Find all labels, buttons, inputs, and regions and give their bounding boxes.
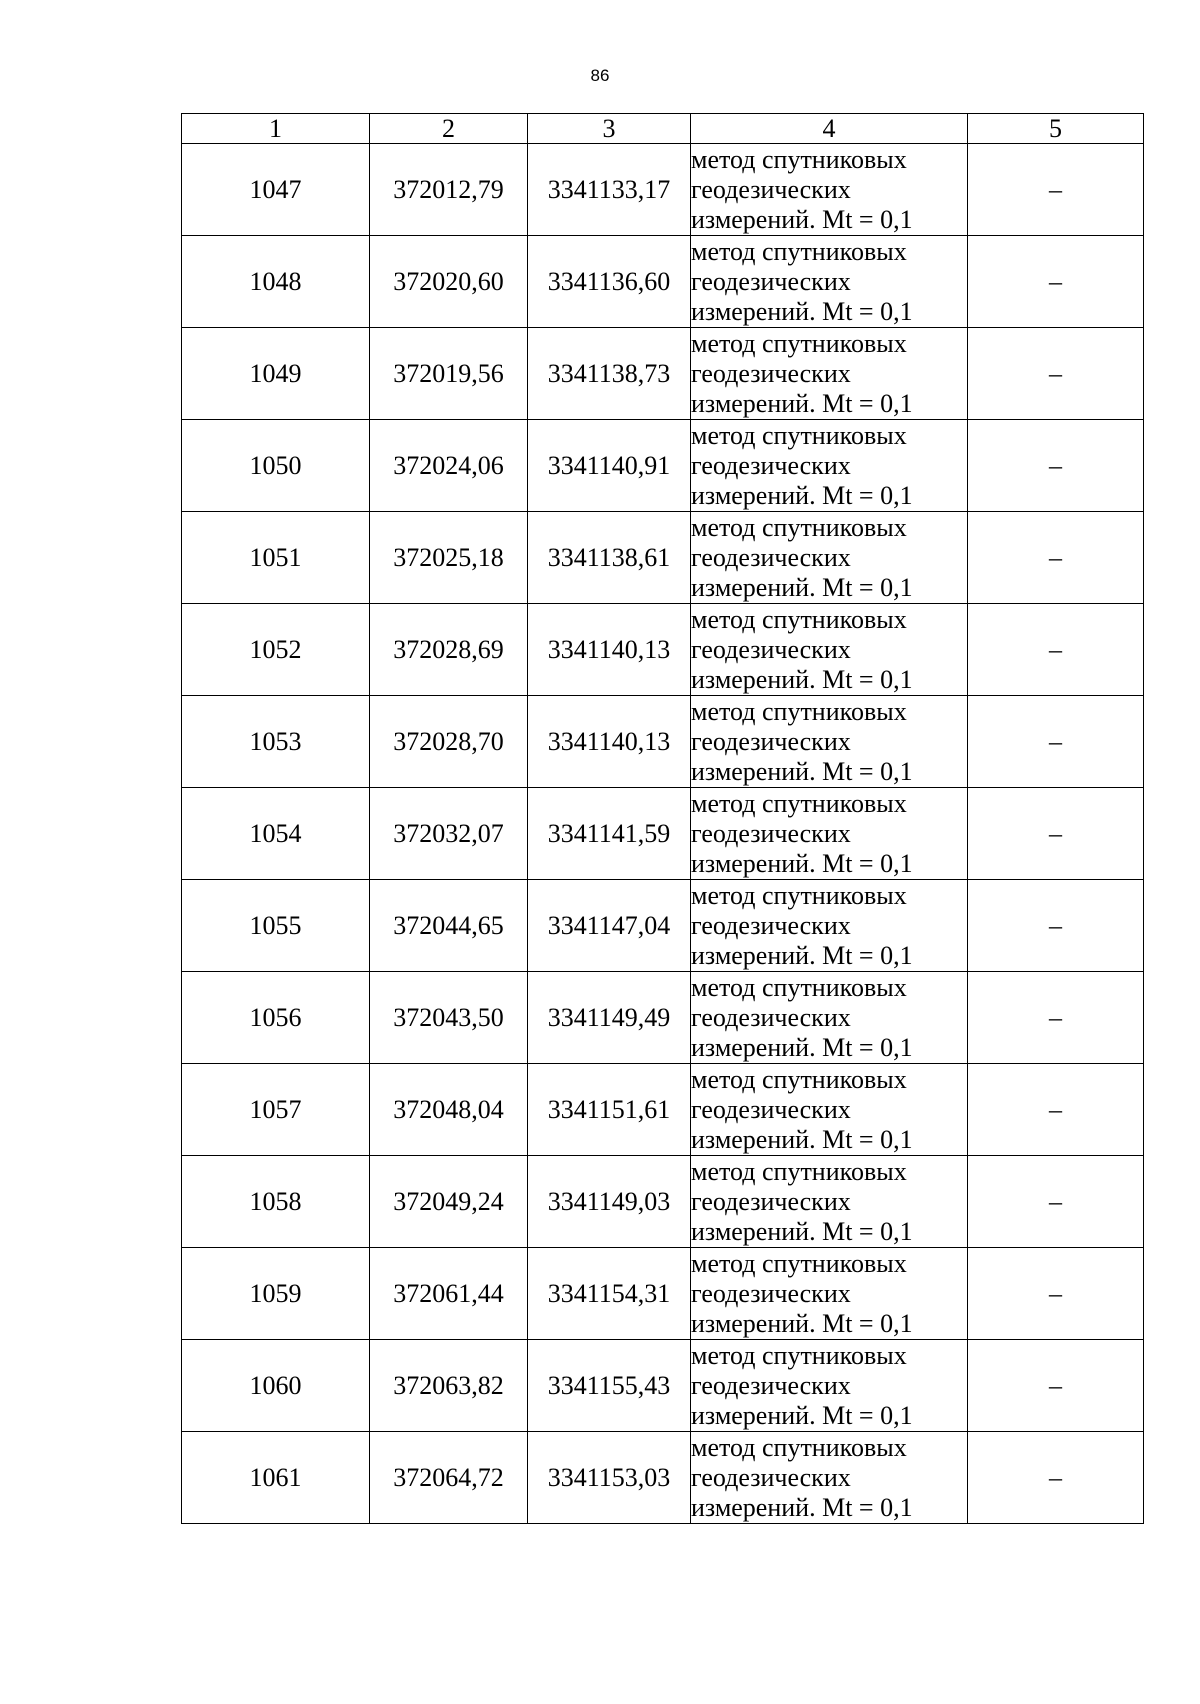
method-line: измерений. Mt = 0,1 — [691, 1124, 913, 1154]
table-row — [182, 236, 1144, 328]
table-row — [182, 420, 1144, 512]
method-line: метод спутниковых — [691, 328, 907, 358]
table-row — [182, 696, 1144, 788]
column-5-cell: – — [968, 696, 1144, 788]
table-row — [182, 1248, 1144, 1340]
table-row — [182, 328, 1144, 420]
table-row — [182, 144, 1144, 236]
y-coordinate-cell: 3341151,61 — [528, 1064, 691, 1156]
point-number-cell: 1053 — [182, 696, 370, 788]
point-number-cell: 1061 — [182, 1432, 370, 1524]
column-5-cell: – — [968, 972, 1144, 1064]
method-cell — [691, 144, 968, 236]
point-number-cell: 1058 — [182, 1156, 370, 1248]
x-coordinate-cell: 372028,70 — [370, 696, 528, 788]
column-5-cell: – — [968, 144, 1144, 236]
method-line: измерений. Mt = 0,1 — [691, 756, 913, 786]
method-cell — [691, 1156, 968, 1248]
point-number-cell: 1056 — [182, 972, 370, 1064]
method-cell — [691, 1432, 968, 1524]
table-body — [182, 144, 1144, 1524]
point-number-cell: 1050 — [182, 420, 370, 512]
method-line: геодезических — [691, 266, 851, 296]
method-line: измерений. Mt = 0,1 — [691, 1400, 913, 1430]
method-cell — [691, 420, 968, 512]
y-coordinate-cell: 3341153,03 — [528, 1432, 691, 1524]
y-coordinate-cell: 3341155,43 — [528, 1340, 691, 1432]
method-cell — [691, 1064, 968, 1156]
method-line: геодезических — [691, 818, 851, 848]
header-cell-2: 2 — [370, 114, 528, 144]
column-5-cell: – — [968, 1064, 1144, 1156]
column-5-cell: – — [968, 420, 1144, 512]
y-coordinate-cell: 3341154,31 — [528, 1248, 691, 1340]
method-line: метод спутниковых — [691, 1340, 907, 1370]
x-coordinate-cell: 372025,18 — [370, 512, 528, 604]
method-line: геодезических — [691, 1278, 851, 1308]
y-coordinate-cell: 3341133,17 — [528, 144, 691, 236]
method-line: геодезических — [691, 542, 851, 572]
method-line: геодезических — [691, 1002, 851, 1032]
method-line: метод спутниковых — [691, 880, 907, 910]
method-line: метод спутниковых — [691, 144, 907, 174]
point-number-cell: 1057 — [182, 1064, 370, 1156]
method-line: метод спутниковых — [691, 788, 907, 818]
method-cell — [691, 236, 968, 328]
method-line: метод спутниковых — [691, 696, 907, 726]
x-coordinate-cell: 372048,04 — [370, 1064, 528, 1156]
y-coordinate-cell: 3341140,13 — [528, 604, 691, 696]
column-5-cell: – — [968, 328, 1144, 420]
method-line: геодезических — [691, 1462, 851, 1492]
x-coordinate-cell: 372020,60 — [370, 236, 528, 328]
header-cell-1: 1 — [182, 114, 370, 144]
method-line: метод спутниковых — [691, 420, 907, 450]
method-cell — [691, 1340, 968, 1432]
table-header — [182, 114, 1144, 144]
y-coordinate-cell: 3341147,04 — [528, 880, 691, 972]
method-line: геодезических — [691, 1370, 851, 1400]
method-line: геодезических — [691, 450, 851, 480]
column-5-cell: – — [968, 1340, 1144, 1432]
method-line: метод спутниковых — [691, 1248, 907, 1278]
point-number-cell: 1052 — [182, 604, 370, 696]
method-line: геодезических — [691, 1094, 851, 1124]
y-coordinate-cell: 3341149,03 — [528, 1156, 691, 1248]
table-row — [182, 880, 1144, 972]
coordinates-table — [181, 113, 1144, 1524]
table-row — [182, 788, 1144, 880]
method-line: измерений. Mt = 0,1 — [691, 388, 913, 418]
header-cell-3: 3 — [528, 114, 691, 144]
column-5-cell: – — [968, 880, 1144, 972]
y-coordinate-cell: 3341136,60 — [528, 236, 691, 328]
header-cell-5: 5 — [968, 114, 1144, 144]
method-line: геодезических — [691, 634, 851, 664]
method-line: измерений. Mt = 0,1 — [691, 572, 913, 602]
x-coordinate-cell: 372028,69 — [370, 604, 528, 696]
point-number-cell: 1059 — [182, 1248, 370, 1340]
method-line: метод спутниковых — [691, 1156, 907, 1186]
method-line: метод спутниковых — [691, 972, 907, 1002]
table-row — [182, 1432, 1144, 1524]
method-line: измерений. Mt = 0,1 — [691, 664, 913, 694]
point-number-cell: 1051 — [182, 512, 370, 604]
column-5-cell: – — [968, 512, 1144, 604]
method-line: метод спутниковых — [691, 512, 907, 542]
column-5-cell: – — [968, 788, 1144, 880]
table-row — [182, 1156, 1144, 1248]
method-line: геодезических — [691, 910, 851, 940]
method-line: метод спутниковых — [691, 236, 907, 266]
method-line: измерений. Mt = 0,1 — [691, 1492, 913, 1522]
method-cell — [691, 512, 968, 604]
x-coordinate-cell: 372032,07 — [370, 788, 528, 880]
header-cell-4: 4 — [691, 114, 968, 144]
x-coordinate-cell: 372044,65 — [370, 880, 528, 972]
x-coordinate-cell: 372063,82 — [370, 1340, 528, 1432]
method-line: измерений. Mt = 0,1 — [691, 848, 913, 878]
point-number-cell: 1055 — [182, 880, 370, 972]
column-5-cell: – — [968, 1156, 1144, 1248]
method-line: метод спутниковых — [691, 604, 907, 634]
column-5-cell: – — [968, 604, 1144, 696]
point-number-cell: 1060 — [182, 1340, 370, 1432]
method-cell — [691, 328, 968, 420]
column-5-cell: – — [968, 1432, 1144, 1524]
x-coordinate-cell: 372043,50 — [370, 972, 528, 1064]
method-cell — [691, 696, 968, 788]
point-number-cell: 1048 — [182, 236, 370, 328]
header-row — [182, 114, 1144, 144]
table-row — [182, 972, 1144, 1064]
method-cell — [691, 604, 968, 696]
method-line: измерений. Mt = 0,1 — [691, 1032, 913, 1062]
x-coordinate-cell: 372061,44 — [370, 1248, 528, 1340]
table-row — [182, 1340, 1144, 1432]
method-line: измерений. Mt = 0,1 — [691, 296, 913, 326]
x-coordinate-cell: 372012,79 — [370, 144, 528, 236]
y-coordinate-cell: 3341140,13 — [528, 696, 691, 788]
method-line: геодезических — [691, 1186, 851, 1216]
method-line: метод спутниковых — [691, 1064, 907, 1094]
point-number-cell: 1047 — [182, 144, 370, 236]
y-coordinate-cell: 3341141,59 — [528, 788, 691, 880]
y-coordinate-cell: 3341138,73 — [528, 328, 691, 420]
x-coordinate-cell: 372024,06 — [370, 420, 528, 512]
column-5-cell: – — [968, 236, 1144, 328]
x-coordinate-cell: 372064,72 — [370, 1432, 528, 1524]
column-5-cell: – — [968, 1248, 1144, 1340]
method-line: измерений. Mt = 0,1 — [691, 204, 913, 234]
y-coordinate-cell: 3341149,49 — [528, 972, 691, 1064]
point-number-cell: 1049 — [182, 328, 370, 420]
table-row — [182, 512, 1144, 604]
y-coordinate-cell: 3341138,61 — [528, 512, 691, 604]
x-coordinate-cell: 372049,24 — [370, 1156, 528, 1248]
method-cell — [691, 880, 968, 972]
method-line: геодезических — [691, 726, 851, 756]
x-coordinate-cell: 372019,56 — [370, 328, 528, 420]
table-row — [182, 604, 1144, 696]
method-cell — [691, 788, 968, 880]
method-cell — [691, 1248, 968, 1340]
y-coordinate-cell: 3341140,91 — [528, 420, 691, 512]
method-line: геодезических — [691, 358, 851, 388]
point-number-cell: 1054 — [182, 788, 370, 880]
method-cell — [691, 972, 968, 1064]
method-line: геодезических — [691, 174, 851, 204]
method-line: измерений. Mt = 0,1 — [691, 940, 913, 970]
method-line: метод спутниковых — [691, 1432, 907, 1462]
page-number: 86 — [590, 66, 610, 85]
method-line: измерений. Mt = 0,1 — [691, 1216, 913, 1246]
method-line: измерений. Mt = 0,1 — [691, 1308, 913, 1338]
method-line: измерений. Mt = 0,1 — [691, 480, 913, 510]
table-row — [182, 1064, 1144, 1156]
